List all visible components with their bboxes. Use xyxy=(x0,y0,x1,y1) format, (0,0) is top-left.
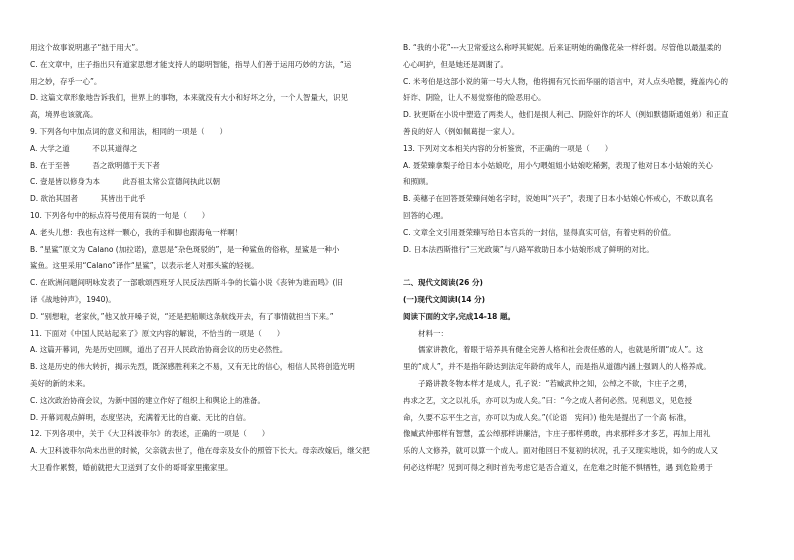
text-line: 大卫看作累赘，婚前就把大卫送到了女仆的哥哥家里搬家里。 xyxy=(30,462,233,472)
text-line: B. “我的小花”---大卫常爱这么称呼其妮妮。后来证明她的确像花朵一样纤弱。尽管他以最温柔的 xyxy=(403,43,722,52)
text-line: (一)现代文阅读Ⅰ(14 分) xyxy=(403,294,486,304)
text-line: D. 狄更斯在小说中塑造了两类人，他们是损人利己、阴险奸诈的坏人（例如默德斯通姐弟）和正直 xyxy=(403,110,729,120)
text-line: 里的“成人”，并不是指年龄达到法定年龄的成年人，而是指从道德内涵上强调人的人格养成。 xyxy=(403,362,711,372)
text-line: 9. 下列各句中加点词的意义和用法，相同的一项是（ ） xyxy=(30,126,228,136)
text-line: 10. 下列各句中的标点符号使用有误的一句是（ ） xyxy=(30,210,210,220)
text-line: A. 大卫科波菲尔尚未出世的时候，父亲就去世了，他在母亲及女仆的照管下长大。母亲改嫁后，继父把 xyxy=(30,446,370,456)
text-line: B. 这是历史的伟大转折，揭示先烈，既深感胜利来之不易，又有无比的信心，相信人民将创造光明 xyxy=(30,362,355,372)
text-line: D. 开幕词观点鲜明，态度坚决，充满着无比的自豪、无比的自信。 xyxy=(30,412,251,422)
text-line: 儒家讲教化，着眼于培养具有健全完善人格和社会责任感的人，也就是所谓“成人”。这 xyxy=(418,345,704,355)
text-line: 阅读下面的文字,完成14-18 题。 xyxy=(403,311,515,321)
text-line: B. 美穗子在回答聂荣臻问她名字时，说她叫“兴子”，表现了日本小姑娘心怀戒心，不敢以真名 xyxy=(403,194,714,204)
text-line: 用这个故事说明惠子“拙于用大”。 xyxy=(30,43,143,52)
text-line: D. 日本法西斯推行“三光政策”与八路军救助日本小姑娘形成了鲜明的对比。 xyxy=(403,244,654,254)
right-column xyxy=(403,40,755,477)
blank-line xyxy=(403,258,755,275)
text-line: D. 欲治其国者 其皆出于此乎 xyxy=(30,194,146,204)
text-line: A. 这篇开幕词，先是历史回顾，道出了召开人民政治协商会议的历史必然性。 xyxy=(30,345,288,355)
text-line: D. “别想啦，老家伙，”他又放开嗓子说，“还是把船顺这条航线开去，有了事情就担当下来。” xyxy=(30,311,334,321)
text-line: B. 在于至善 吾之欲明德于天下者 xyxy=(30,160,160,170)
text-line: 和照顾。 xyxy=(403,177,433,187)
text-line: B. “星鲨”原文为 Calano (加拉诺)，意思是“杂色斑驳的”，是一种鲨鱼的俗称，星鲨是一种小 xyxy=(30,244,340,254)
text-line: C. 这次政治协商会议，为新中国的建立作好了组织上和舆论上的准备。 xyxy=(30,395,266,405)
text-line: 冉求之艺，文之以礼乐，亦可以为成人矣。”曰：“今之成人者何必然。见利思义，见危授 xyxy=(403,395,693,405)
text-line: 12. 下列各项中，关于《大卫科波菲尔》的表述，正确的一项是（ ） xyxy=(30,429,270,439)
text-line: 像臧武仲那样有智慧，孟公绰那样讲廉洁，卞庄子那样勇敢，冉求那样多才多艺，再加上用礼 xyxy=(403,429,711,439)
text-line: 二、现代文阅读(26 分) xyxy=(403,278,483,288)
text-line: 奸诈、阴险，让人不易觉察他的险恶用心。 xyxy=(403,93,546,103)
text-line: A. 聂荣臻拿梨子给日本小姑娘吃，用小勺喂姐姐小姑娘吃稀粥，表现了他对日本小姑娘的关心 xyxy=(403,160,713,170)
text-line: 13. 下列对文本相关内容的分析鉴赏，不正确的一项是（ ） xyxy=(403,143,613,153)
left-column xyxy=(30,40,382,477)
text-line: 鲨鱼。这里采用“Calano”译作“星鲨”，以表示老人对那头鲨的轻视。 xyxy=(30,261,259,271)
text-line: 材料一： xyxy=(418,328,448,338)
text-line: 善良的好人（例如佩葛提一家人）。 xyxy=(403,126,520,136)
text-line: C. 在欧洲问题间明咏发表了一部歌颂西班牙人民反法西斯斗争的长篇小说《丧钟为谁而鸣》(旧 xyxy=(30,278,343,288)
text-line: 回答的心理。 xyxy=(403,210,448,220)
text-line: 命，久要不忘平生之言，亦可以为成人矣。”(《论语 宪问》) 他先是提出了一个高 标准， xyxy=(403,412,692,422)
text-line: 用之妙，存乎一心”。 xyxy=(30,76,102,86)
text-line: C. 壹是皆以修身为本 此吾祖太常公宣德间执此以朝 xyxy=(30,177,221,187)
text-line: 子路讲教冬物本样才是成人，孔子说：“若臧武仲之知，公绰之不欲，卞庄子之勇， xyxy=(418,378,692,388)
text-line: 高，境界也该就高。 xyxy=(30,110,98,120)
text-line: 美好的新的未来。 xyxy=(30,378,90,388)
text-line: 乐的人文修养，就可以算一个成人。面对他回日不复初的状况，孔子又现实地说，如今的成人又 xyxy=(403,446,718,456)
text-line: 译《战地钟声》，1940)。 xyxy=(30,294,116,304)
text-line: A. 大学之道 不以其道得之 xyxy=(30,143,138,153)
text-line: 何必这样呢？见到可得之利时首先考虑它是否合道义，在危难之时能不惧牺牲，遇 到危险勇于 xyxy=(403,462,713,472)
text-line: D. 这篇文章形象地告诉我们，世界上的事物，本来就没有大小和好坏之分，一个人智量大，识见 xyxy=(30,93,349,103)
text-line: C. 文章全文引用聂荣臻写给日本官兵的一封信，显得真实可信，有着史料的价值。 xyxy=(403,227,676,237)
text-line: C. 在文章中，庄子指出只有道家思想才能支持人的聪明智能，指导人们善于运用巧妙的方法，“运 xyxy=(30,59,352,69)
text-line: 心心呵护，但是她还是凋谢了。 xyxy=(403,59,508,69)
text-line: C. 米考伯是这部小说的第一号大人物，他将拥有冗长而华丽的语言中，对人点头哈腰，掩盖内心的 xyxy=(403,76,729,86)
text-line: A. 老头儿想：我也有这样一颗心，我的手和脚也跟海龟一样啊！ xyxy=(30,227,243,237)
text-line: 11. 下面对《中国人民站起来了》原文内容的解说，不恰当的一项是（ ） xyxy=(30,328,285,338)
